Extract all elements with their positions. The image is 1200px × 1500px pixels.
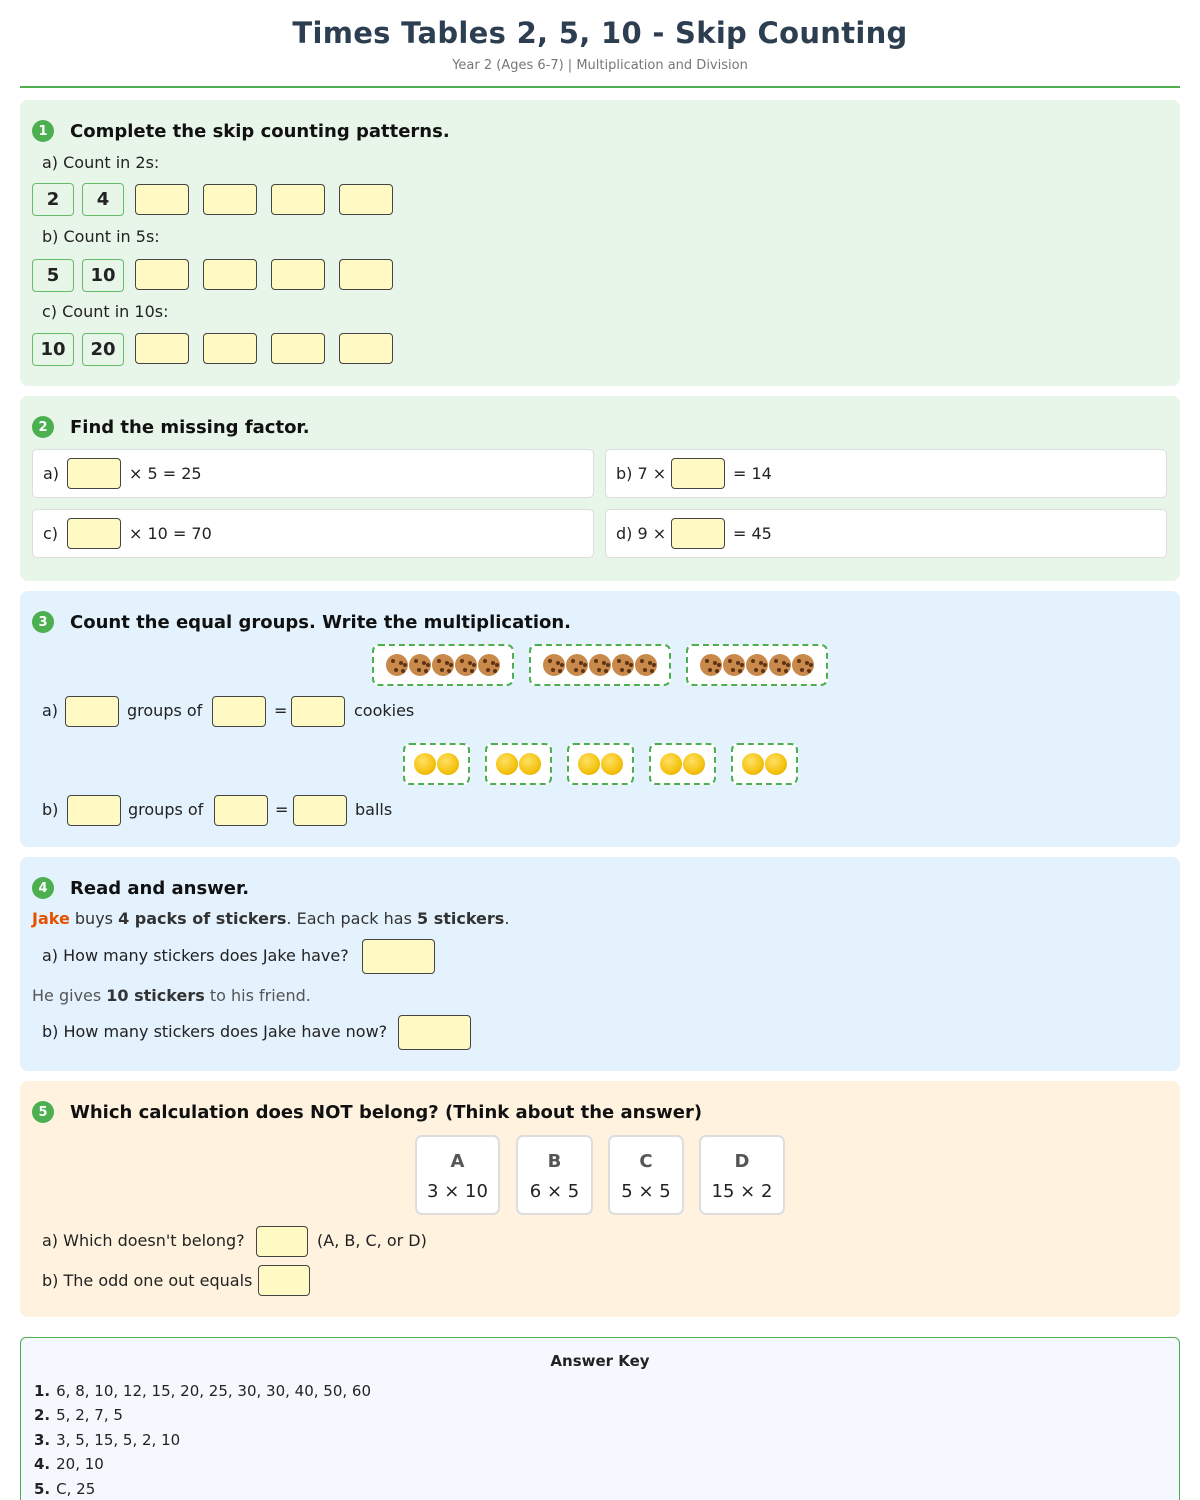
answer-box[interactable] — [258, 1265, 310, 1296]
cookie-icon — [432, 654, 454, 676]
question-title: Count the equal groups. Write the multiplication. — [70, 611, 572, 633]
answer-box[interactable] — [203, 333, 257, 364]
given-number: 10 — [32, 333, 74, 366]
question-a-text: a) How many stickers does Jake have? — [42, 946, 349, 965]
equation-suffix: = 45 — [733, 524, 772, 543]
question-3-heading — [32, 611, 571, 633]
option-expression: 6 × 5 — [529, 1181, 580, 1202]
cookie-icon — [589, 654, 611, 676]
answer-key — [20, 1337, 1180, 1500]
equal-group — [686, 644, 828, 686]
equal-group — [485, 743, 552, 785]
row-c-label: c) Count in 10s: — [42, 302, 169, 321]
cookie-icon — [700, 654, 722, 676]
cookie-icon — [723, 654, 745, 676]
cookie-icon — [409, 654, 431, 676]
answer-key-line: 1. 6, 8, 10, 12, 15, 20, 25, 30, 30, 40, 50, 60 — [34, 1382, 371, 1400]
option-letter: D — [734, 1151, 750, 1172]
part-b-prefix: b) — [42, 800, 59, 819]
answer-box[interactable] — [65, 696, 119, 727]
option-expression: 15 × 2 — [711, 1181, 773, 1202]
cookie-icon — [455, 654, 477, 676]
ball-icon — [660, 753, 682, 775]
question-number-badge: 1 — [32, 120, 54, 142]
answer-box[interactable] — [671, 518, 725, 549]
page-title: Times Tables 2, 5, 10 - Skip Counting — [292, 16, 908, 50]
answer-key-line: 3. 3, 5, 15, 5, 2, 10 — [34, 1431, 181, 1449]
question-1-heading — [32, 120, 450, 142]
ball-icon — [765, 753, 787, 775]
answer-box[interactable] — [203, 184, 257, 215]
cookie-icon — [478, 654, 500, 676]
equation-suffix: × 10 = 70 — [129, 524, 212, 543]
equation-suffix: × 5 = 25 — [129, 464, 202, 483]
equal-group — [731, 743, 798, 785]
question-number-badge: 2 — [32, 416, 54, 438]
answer-box[interactable] — [67, 518, 121, 549]
answer-box[interactable] — [339, 259, 393, 290]
question-1-section — [20, 100, 1180, 386]
cookie-icon — [635, 654, 657, 676]
answer-hint: (A, B, C, or D) — [317, 1231, 427, 1250]
question-2-section — [20, 396, 1180, 581]
answer-box[interactable] — [67, 795, 121, 826]
ball-icon — [601, 753, 623, 775]
answer-box[interactable] — [291, 696, 345, 727]
option-card-c[interactable] — [608, 1135, 684, 1215]
equal-group — [529, 644, 671, 686]
row-a-label: a) Count in 2s: — [42, 153, 160, 172]
given-number: 2 — [32, 183, 74, 216]
given-number: 4 — [82, 183, 124, 216]
worksheet-header — [20, 0, 1180, 88]
equals-sign: = — [275, 800, 289, 819]
answer-key-line: 2. 5, 2, 7, 5 — [34, 1406, 123, 1424]
given-number: 20 — [82, 333, 124, 366]
option-expression: 5 × 5 — [621, 1181, 671, 1202]
ball-icon — [414, 753, 436, 775]
answer-box[interactable] — [135, 333, 189, 364]
answer-box[interactable] — [212, 696, 266, 727]
answer-box[interactable] — [256, 1226, 308, 1257]
option-card-a[interactable] — [415, 1135, 500, 1215]
equation-prefix: c) — [43, 524, 59, 543]
answer-box[interactable] — [398, 1015, 471, 1050]
unit-label: balls — [355, 800, 393, 819]
answer-box[interactable] — [271, 333, 325, 364]
story-sentence-2: He gives 10 stickers to his friend. — [32, 986, 311, 1005]
cookie-icon — [543, 654, 565, 676]
answer-key-line: 4. 20, 10 — [34, 1455, 104, 1473]
option-card-b[interactable] — [516, 1135, 593, 1215]
equals-sign: = — [274, 701, 288, 720]
option-letter: C — [639, 1151, 653, 1172]
question-2-heading — [32, 416, 310, 438]
question-number-badge: 4 — [32, 877, 54, 899]
missing-factor-card-c — [32, 509, 594, 558]
cookie-icon — [386, 654, 408, 676]
answer-box[interactable] — [67, 458, 121, 489]
question-5-section — [20, 1081, 1180, 1317]
option-letter: A — [450, 1151, 465, 1172]
answer-box[interactable] — [271, 184, 325, 215]
answer-box[interactable] — [293, 795, 347, 826]
missing-factor-card-b — [605, 449, 1167, 498]
answer-box[interactable] — [339, 333, 393, 364]
answer-key-title: Answer Key — [550, 1352, 650, 1370]
part-a-prefix: a) — [42, 701, 59, 720]
answer-box[interactable] — [135, 184, 189, 215]
option-letter: B — [547, 1151, 562, 1172]
question-number-badge: 5 — [32, 1101, 54, 1123]
question-title: Read and answer. — [70, 877, 250, 899]
groups-of-label: groups of — [127, 701, 203, 720]
ball-icon — [437, 753, 459, 775]
row-b-label: b) Count in 5s: — [42, 227, 160, 246]
question-b-text: b) The odd one out equals — [42, 1271, 253, 1290]
answer-box[interactable] — [271, 259, 325, 290]
equal-group — [649, 743, 716, 785]
equal-group — [372, 644, 514, 686]
question-4-section — [20, 857, 1180, 1071]
question-3-section — [20, 591, 1180, 847]
equation-suffix: = 14 — [733, 464, 772, 483]
ball-icon — [496, 753, 518, 775]
cookie-icon — [612, 654, 634, 676]
cookie-icon — [566, 654, 588, 676]
answer-box[interactable] — [362, 939, 435, 974]
question-a-text: a) Which doesn't belong? — [42, 1231, 245, 1250]
given-number: 5 — [32, 259, 74, 292]
answer-box[interactable] — [203, 259, 257, 290]
option-expression: 3 × 10 — [427, 1181, 488, 1202]
question-number-badge: 3 — [32, 611, 54, 633]
given-number: 10 — [82, 259, 124, 292]
ball-icon — [742, 753, 764, 775]
equal-group — [567, 743, 634, 785]
ball-icon — [578, 753, 600, 775]
cookie-icon — [792, 654, 814, 676]
question-title: Which calculation does NOT belong? (Think about the answer) — [70, 1101, 703, 1123]
character-name: Jake — [32, 909, 70, 928]
missing-factor-card-d — [605, 509, 1167, 558]
answer-box[interactable] — [671, 458, 725, 489]
story-sentence-1: Jake buys 4 packs of stickers. Each pack has 5 stickers. — [32, 909, 510, 928]
equation-prefix: a) — [43, 464, 60, 483]
option-card-d[interactable] — [699, 1135, 785, 1215]
answer-key-line: 5. C, 25 — [34, 1480, 96, 1498]
question-4-heading — [32, 877, 249, 899]
question-b-text: b) How many stickers does Jake have now? — [42, 1022, 388, 1041]
answer-box[interactable] — [339, 184, 393, 215]
page-subtitle: Year 2 (Ages 6-7) | Multiplication and Division — [452, 58, 748, 73]
answer-box[interactable] — [214, 795, 268, 826]
cookie-icon — [769, 654, 791, 676]
question-title: Find the missing factor. — [70, 416, 310, 438]
equation-prefix: b) 7 × — [616, 464, 667, 483]
unit-label: cookies — [354, 701, 415, 720]
ball-icon — [683, 753, 705, 775]
question-5-heading — [32, 1101, 702, 1123]
answer-box[interactable] — [135, 259, 189, 290]
ball-icon — [519, 753, 541, 775]
equal-group — [403, 743, 470, 785]
groups-of-label: groups of — [128, 800, 204, 819]
cookie-icon — [746, 654, 768, 676]
equation-prefix: d) 9 × — [616, 524, 667, 543]
missing-factor-card-a — [32, 449, 594, 498]
question-title: Complete the skip counting patterns. — [70, 120, 450, 142]
